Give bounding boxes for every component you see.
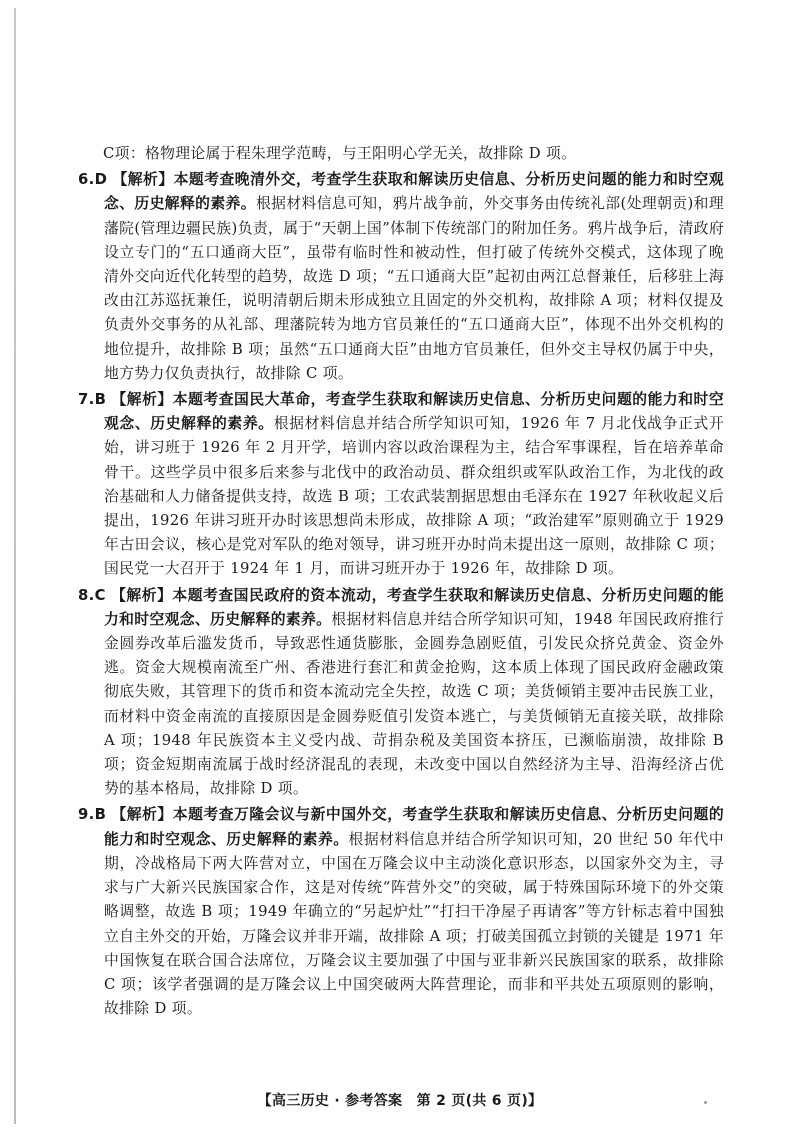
analysis-body: 根据材料信息并结合所学知识可知，1948 年国民政府推行金圆券改革后滥发货币，导致恶性通货膨胀，金圆券急剧贬值，引发民众挤兑黄金、资金外逃。资金大规模南流至广州、香港进行套汇和黄金抢购，这本质上体现了国民政府金融政策彻底失败，其管理下的货币和资本流动完全失控，故选 C 项；美货倾销主要冲击民族工业，而材料中资金南流的直接原因是金圆券贬值引发资本逃亡，与美货倾销无直接关联，故排除 A 项；1948 年民族资本主义受内战、苛捐杂税及美国资本挤压，已濒临崩溃，故排除 B 项；资金短期南流属于战时经济混乱的表现，未改变中国以自然经济为主导、沿海经济占优势的基本格局，故排除 D 项。 [104,610,724,798]
analysis-lead: 本题考查国民政府的资本流动，考查学生获取和解读历史信息、分析历史问题的能力和时空观念、历史解释的素养。 [104,586,724,628]
analysis-tag: 【解析】 [111,806,173,824]
answer-content [78,142,724,1023]
analysis-lead: 本题考查国民大革命，考查学生获取和解读历史信息、分析历史问题的能力和时空观念、历史解释的素养。 [104,391,725,433]
question-number: 7.B [78,391,107,409]
answer-item-9 [78,803,724,1021]
answer-item-7 [78,388,724,582]
analysis-tag: 【解析】 [112,171,174,189]
answer-item-8 [78,584,724,802]
question-number: 9.B [78,806,107,824]
question-number: 6.D [78,171,108,189]
analysis-body: 根据材料信息可知，鸦片战争前，外交事务由传统礼部(处理朝贡)和理藩院(管理边疆民族)负责，属于“天朝上国”体制下传统部门的附加任务。鸦片战争后，清政府设立专门的“五口通商大臣”，虽带有临时性和被动性，但打破了传统外交模式，这体现了晚清外交向近代化转型的趋势，故选 D 项；“五口通商大臣”起初由两江总督兼任，后移驻上海改由江苏巡抚兼任，说明清朝后期未形成独立且固定的外交机构，故排除 A 项；材料仅提及负责外交事务的从礼部、理藩院转为地方官员兼任的“五口通商大臣”，体现不出外交机构的地位提升，故排除 B 项；虽然“五口通商大臣”由地方官员兼任，但外交主导权仍属于中央，地方势力仅负责执行，故排除 C 项。 [104,195,724,382]
page-binding-edge [14,8,16,1124]
answer-item-6 [78,168,724,386]
scan-speck [704,1101,707,1104]
analysis-lead: 本题考查晚清外交，考查学生获取和解读历史信息、分析历史问题的能力和时空观念、历史解释的素养。 [104,171,724,213]
continuation-text: C项：格物理论属于程朱理学范畴，与王阳明心学无关，故排除 D 项。 [103,145,577,162]
page-footer: 【高三历史 · 参考答案 第 2 页(共 6 页)】 [257,1093,543,1109]
question-number: 8.C [78,586,106,604]
analysis-body: 根据材料信息并结合所学知识可知，1926 年 7 月北伐战争正式开始，讲习班于 1926 年 2 月开学，培训内容以政治课程为主，结合军事课程，旨在培养革命骨干。这些学员中很多后来参与北伐中的政治动员、群众组织或军队政治工作，为北伐的政治基础和人力储备提供支持，故选 B 项；工农武装割据思想由毛泽东在 1927 年秋收起义后提出，1926 年讲习班开办时该思想尚未形成，故排除 A 项；“政治建军”原则确立于 1929 年古田会议，核心是党对军队的绝对领导，讲习班开办时尚未提出这一原则，故排除 C 项；国民党一大召开于 1924 年 1 月，而讲习班开办于 1926 年，故排除 D 项。 [104,415,725,578]
analysis-lead: 本题考查万隆会议与新中国外交，考查学生获取和解读历史信息、分析历史问题的能力和时空观念、历史解释的素养。 [104,806,725,848]
analysis-tag: 【解析】 [111,391,173,409]
analysis-body: 根据材料信息并结合所学知识可知，20 世纪 50 年代中期，冷战格局下两大阵营对立，中国在万隆会议中主动淡化意识形态，以国家外交为主，寻求与广大新兴民族国家合作，这是对传统“阵营外交”的突破，属于特殊国际环境下的外交策略调整，故选 B 项；1949 年确立的“另起炉灶”“打扫干净屋子再请客”等方针标志着中国独立自主外交的开始，万隆会议并非开端，故排除 A 项；打破美国孤立封锁的关键是 1971 年中国恢复在联合国合法席位，万隆会议主要加强了中国与亚非新兴民族国家的联系，故排除 C 项；该学者强调的是万隆会议上中国突破两大阵营理论，而非和平共处五项原则的影响，故排除 D 项。 [104,830,724,1018]
analysis-tag: 【解析】 [111,586,173,604]
